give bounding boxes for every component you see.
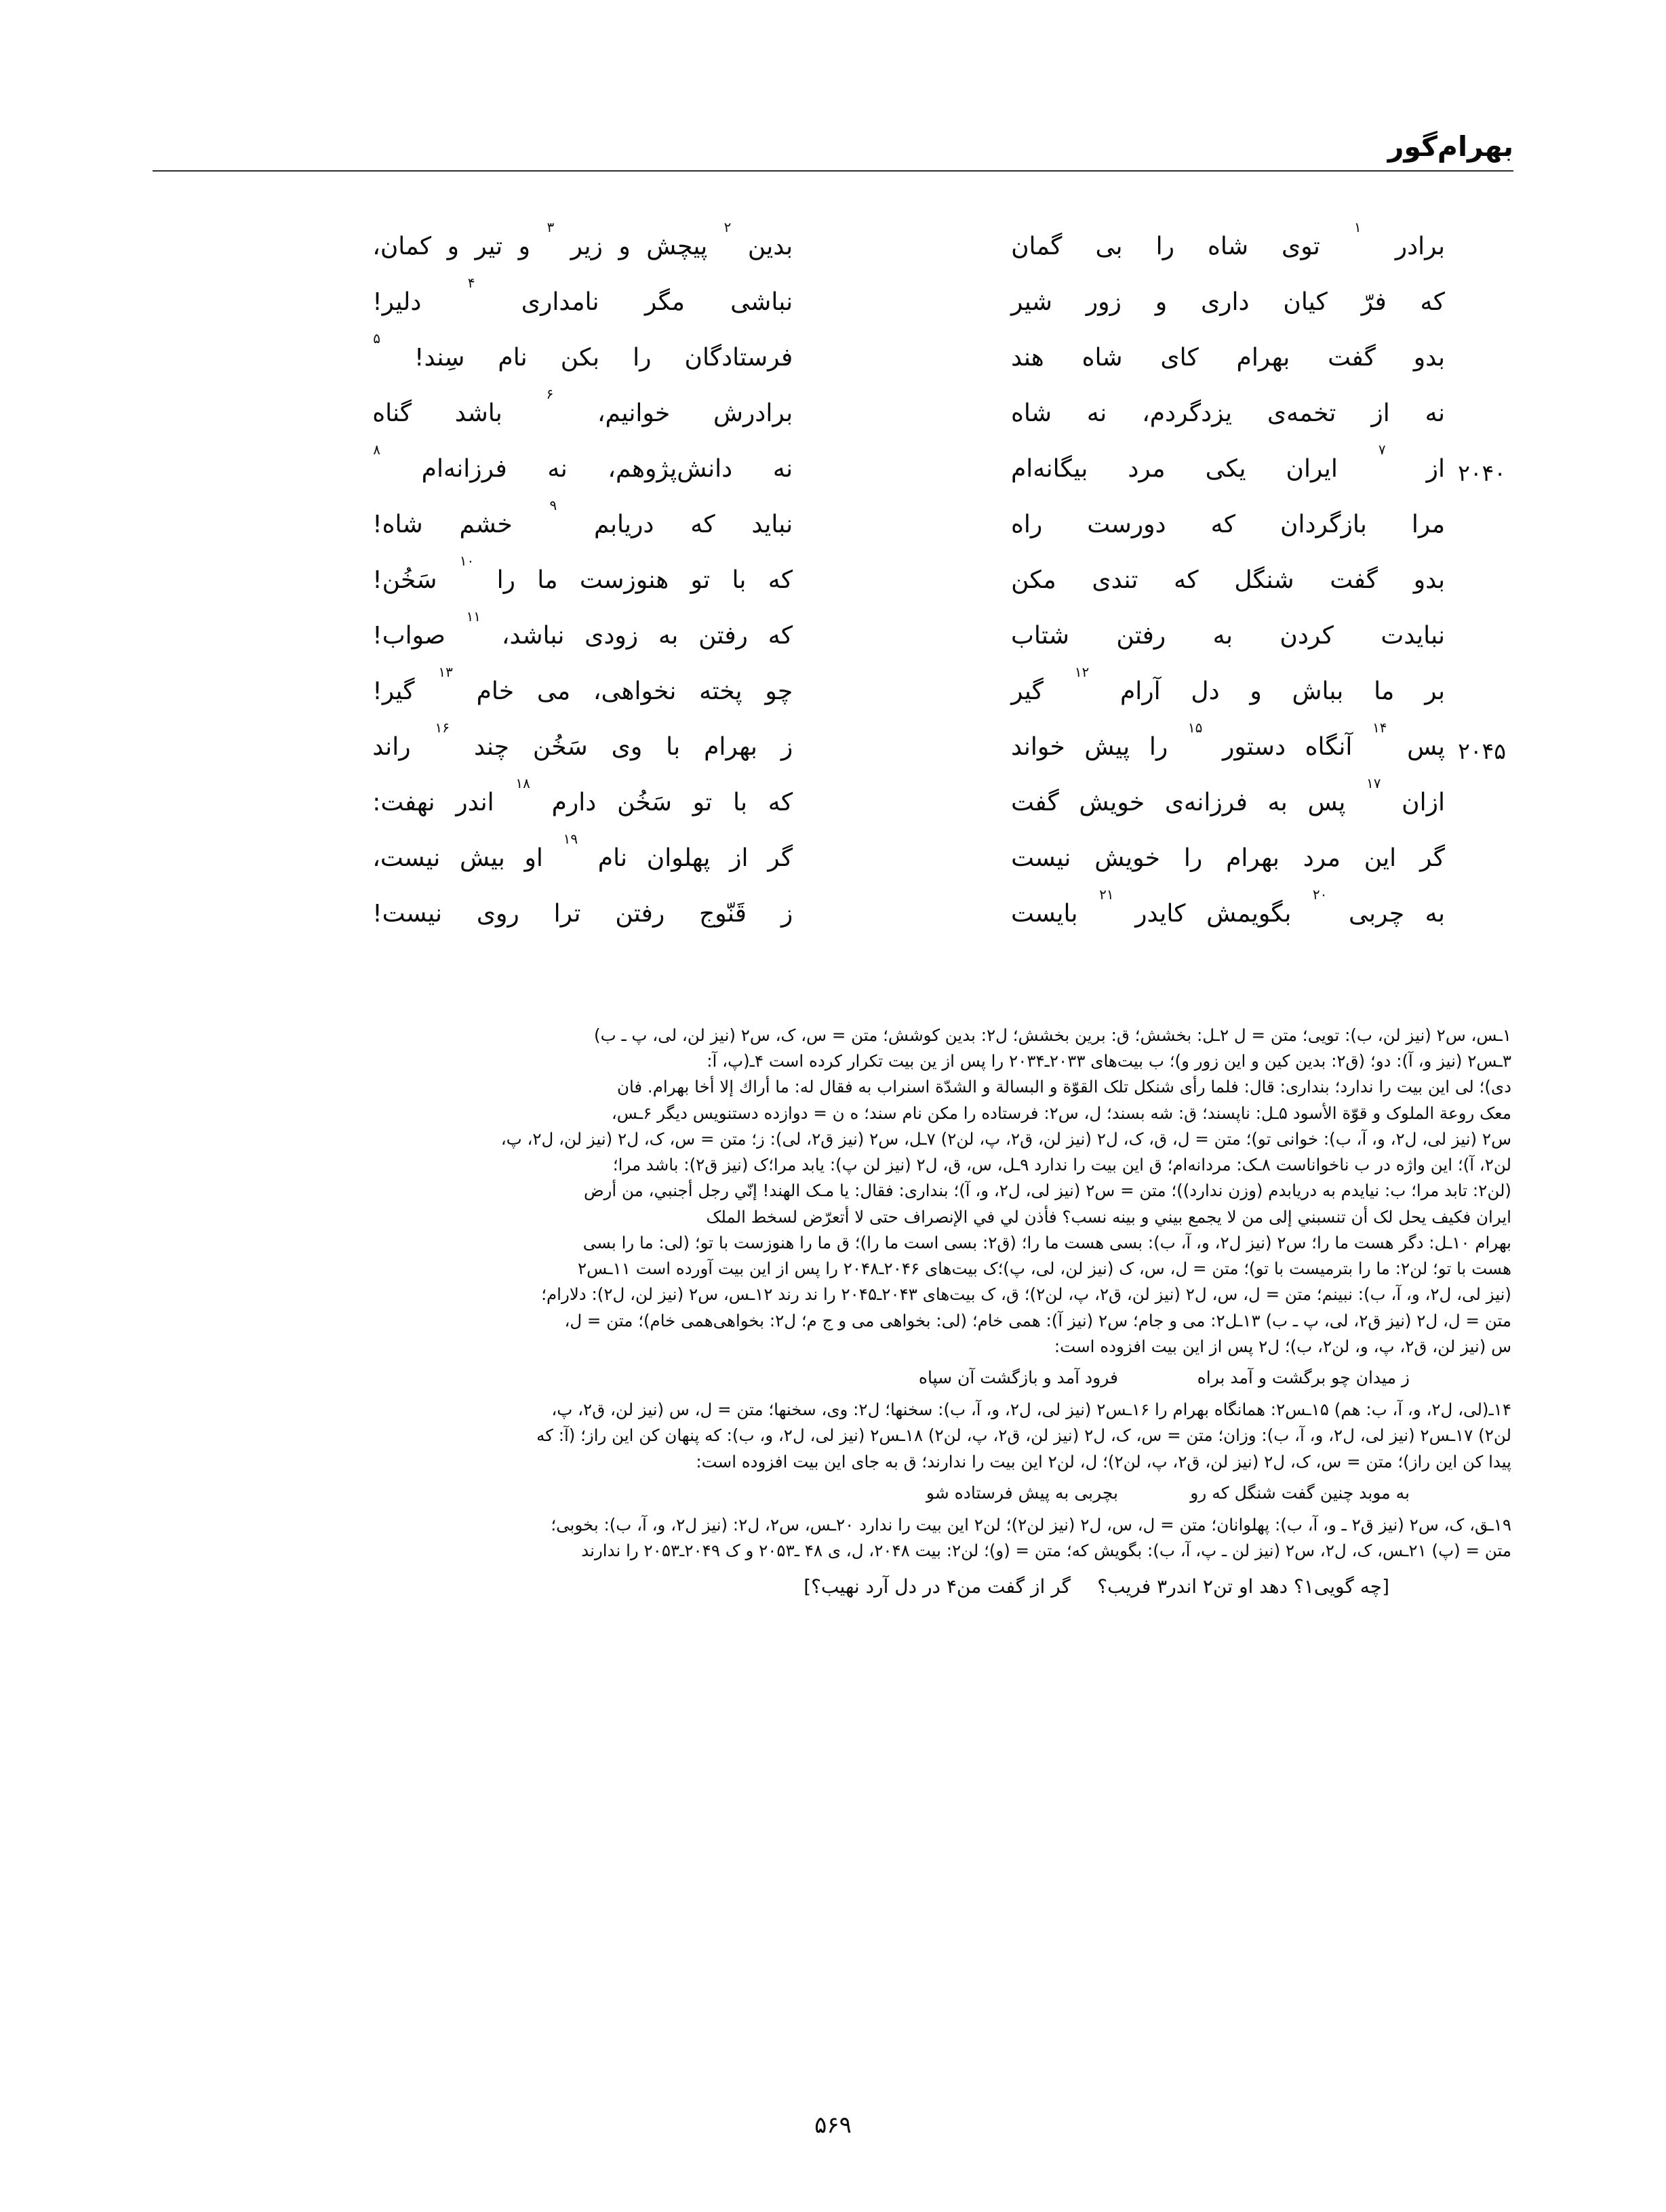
verse-word: شیر (1011, 288, 1052, 316)
verse-word: کردن (1280, 622, 1334, 650)
footnote-marker: ۶ (546, 386, 554, 402)
verse-word: کیان (1283, 288, 1328, 316)
footnote-marker: ۲۰ (1312, 886, 1328, 903)
apparatus-line: هست با تو؛ لن۲: ما را بترمیست با تو)؛ متن = ل، س، ک (نیز لن، لی، پ)؛ک بیت‌های ۲۰۴۶ـ۲۰۴۸ را پس از این بیت آورده است ۱۱ـس۲ (578, 1259, 1511, 1279)
verse-word: نخواهی، (593, 677, 677, 705)
verse-word: نهفت: (372, 789, 435, 816)
verse-word: کمان، (372, 233, 432, 260)
verse-word: خویش (1094, 844, 1161, 872)
verse-word: گفت (1328, 344, 1376, 372)
verse-word: از (1371, 399, 1390, 427)
verse-word: وی (611, 733, 643, 761)
verse-word: مرد (1303, 844, 1341, 872)
hemistich-first (793, 401, 1503, 427)
verse-couplet (163, 497, 1503, 568)
verse-word: پس (1407, 733, 1445, 761)
verse-word: که (1420, 288, 1445, 316)
verse-word: شاه! (372, 511, 423, 538)
footnote-marker: ۱۲ (1074, 664, 1090, 680)
verse-word: که (1210, 511, 1236, 538)
verse-word: پهلوان (646, 844, 711, 872)
verse-word: پیش (1084, 733, 1130, 761)
inset-hemistich-second: فرود آمد و بازگشت آن سپاه (918, 1368, 1118, 1388)
verse-word: نباشی (730, 288, 793, 316)
verse-word: دارم (551, 789, 597, 816)
verse-word: گیر (1011, 677, 1044, 705)
verse-word: را (1155, 233, 1174, 260)
verse-word: بهرام (1226, 844, 1280, 872)
verse-word: نه (1086, 399, 1107, 427)
verse-word: می (536, 677, 571, 705)
apparatus-line: لن۲، آ)؛ این واژه در ب ناخواناست ۸ـک: مردانه‌ام؛ ق این بیت را ندارد ۹ـل، س، ق، ل۲ (نیز لن پ): یابد مرا؛ک (نیز ق۲): باشد مرا؛ (612, 1155, 1511, 1175)
verse-word: زور (1086, 288, 1122, 316)
verse-word: که (690, 511, 715, 538)
hemistich-first (793, 719, 1506, 764)
verse-word: ما (537, 566, 558, 594)
verse-word: داری (1200, 288, 1250, 316)
verse-couplet (163, 775, 1503, 846)
apparatus-line: متن = (پ) ۲۱ـس، ک، ل۲، س۲ (نیز لن ـ پ، آ، ب): بگویش که؛ متن = (و)؛ لن۲: بیت ۲۰۴۸، ل، ی ۴۸ ـ۲۰۵۳ و ک ۲۰۴۹ـ۲۰۵۳ را ندارند (581, 1540, 1511, 1560)
verse-word: روی (476, 900, 519, 928)
verse-word: سَخُن (532, 733, 588, 761)
footnote-marker: ۱۴ (1372, 719, 1387, 736)
verse-word: راند (372, 733, 411, 761)
footnote-marker: ۱ (1353, 219, 1362, 235)
apparatus-line: س۲ (نیز لی، ل۲، و، آ، ب): خوانی تو)؛ متن = ل، ق، ک، ل۲ (نیز لن، ق۲، پ، لن۲) ۷ـل، س۲ (نیز ق۲، لی): ز؛ متن = س، ک، ل۲ (نیز لن، ل۲، پ، (500, 1128, 1511, 1149)
verse-word: چربی (1348, 900, 1405, 928)
hemistich-first (793, 568, 1503, 593)
apparatus-line: ۳ـس۲ (نیز و، آ): دو؛ (ق۲: بدین کین و این زور و)؛ ب بیت‌های ۲۰۳۳ـ۲۰۳۴ را پس از ین بیت تکرار کرده است ۴ـ(پ، آ: (707, 1051, 1511, 1071)
verse-word: خام (476, 677, 515, 705)
verse-word: رفتن (1116, 622, 1166, 650)
verse-word: هند (1011, 344, 1044, 372)
verse-word: را (496, 566, 515, 594)
verse-word: بیش (459, 844, 505, 872)
verse-word: صواب! (372, 622, 445, 650)
critical-apparatus (155, 1023, 1511, 1602)
inset-hemistich-second: بچربی به پیش فرستاده شو (926, 1482, 1118, 1503)
footnote-marker: ۱۶ (435, 719, 450, 736)
verse-word: نه (772, 455, 793, 483)
verse-word: نام (597, 844, 628, 872)
verse-word: سِند! (414, 344, 465, 372)
running-head-rule (153, 170, 1513, 172)
verse-number: ۲۰۴۵ (1458, 738, 1506, 764)
verse-word: توی (1282, 233, 1320, 260)
footnote-marker: ۴ (467, 275, 475, 291)
apparatus-line: (لن۲: تابد مرا؛ ب: نیایدم به دریابدم (وزن ندارد))؛ متن = س۲ (نیز لی، ل۲، و، آ)؛ بنداری: فقال: یا مـک الهند! إنّي رجل أجنبي، من أرض (583, 1181, 1511, 1201)
verse-word: بر (1425, 677, 1445, 705)
verse-word: بهرام (704, 733, 757, 761)
footnote-marker: ۵ (373, 330, 380, 347)
verse-word: مرا (1411, 511, 1445, 538)
verse-word: تخمه‌ی (1267, 399, 1336, 427)
verse-word: که (768, 622, 793, 650)
verse-word: این (1364, 844, 1397, 872)
footnote-marker: ۱۱ (466, 608, 481, 625)
verse-word: به (1212, 622, 1233, 650)
hemistich-first (793, 345, 1503, 371)
apparatus-line: ایران فکیف یحل لک أن تنسبني إلى من لا یجمع بیني و بینه نسب؟ فأذن لي في الإنصراف حتى لا أتعرّض لسخط الملک (706, 1206, 1511, 1227)
apparatus-line: لن۲) ۱۷ـس۲ (نیز لی، ل۲، و، آ، ب): وزان؛ متن = س، ک، ل۲ (نیز لن، ق۲، پ، لن۲) ۱۸ـس۲ (نیز لی، ل۲، و، ب): که پنهان کن این راز؛ (آ: که (536, 1425, 1511, 1446)
verse-couplet (163, 719, 1506, 790)
verse-word: نبایدت (1381, 622, 1445, 650)
verse-couplet (163, 219, 1503, 290)
hemistich-second (163, 664, 793, 705)
footnote-marker: ۱۹ (563, 831, 578, 847)
verse-word: چو (765, 677, 793, 705)
footnote-marker: ۸ (373, 441, 380, 458)
verse-word: خشم (459, 511, 513, 538)
bracketed-hemistich-first: [چه گویی۱؟ دهد او تن۲ اندر۳ فریب؟ (1097, 1575, 1389, 1598)
verse-word: مرد (1128, 455, 1166, 483)
hemistich-first (793, 775, 1503, 816)
hemistich-second (163, 386, 793, 427)
hemistich-first (793, 664, 1503, 705)
footnote-marker: ۱۳ (438, 664, 453, 680)
verse-word: بایست (1011, 900, 1078, 928)
page-number: ۵۶۹ (814, 2112, 852, 2139)
inset-hemistich-first: ز میدان چو برگشت و آمد براه (1197, 1368, 1410, 1388)
verse-couplet (163, 608, 1503, 679)
verse-word: بدین (747, 233, 793, 260)
verse-word: برادرش (713, 399, 793, 427)
running-head-title: بهرام‌گور (1387, 130, 1513, 163)
verse-word: کای (1160, 344, 1199, 372)
verse-word: نیست، (372, 844, 441, 872)
footnote-marker: ۱۸ (515, 775, 530, 791)
verse-word: پخته (699, 677, 742, 705)
verse-word: ز (780, 900, 793, 928)
verse-word: فرزانه‌ی (1164, 789, 1248, 816)
verse-word: نیست! (372, 900, 443, 928)
verse-word: خویش (1079, 789, 1145, 816)
verse-word: بباش (1292, 677, 1344, 705)
apparatus-line: ۱۴ـ(لی، ل۲، و، آ، ب: هم) ۱۵ـس۲: همانگاه بهرام را ۱۶ـس۲ (نیز لی، ل۲، و، آ، ب): سخنها؛ ل۲: وی، سخنها؛ متن = ل، س (نیز لن، ق۲، پ، (551, 1400, 1511, 1420)
verse-word: تندی (1092, 566, 1138, 594)
footnote-marker: ۷ (1378, 441, 1386, 458)
footnote-marker: ۹ (549, 497, 557, 513)
bracketed-hemistich-second: گر از گفت من۴ در دل آرد نهیب؟] (804, 1575, 1071, 1598)
hemistich-second (163, 608, 793, 650)
verse-word: دانش‌پژوهم، (608, 455, 733, 483)
bracketed-added-verse (155, 1573, 1511, 1602)
hemistich-second (163, 901, 793, 927)
verse-word: تو (692, 789, 713, 816)
apparatus-line: پیدا کن این راز)؛ متن = س، ک، ل۲ (نیز لن، ق۲، پ، لن۲)؛ ل، لن۲ این بیت را ندارند؛ ق به جای این بیت افزوده است: (696, 1451, 1511, 1472)
verse-word: هنوزست (579, 566, 669, 594)
verse-word: خواند (1011, 733, 1065, 761)
verse-word: چند (473, 733, 509, 761)
verse-word: شنگل (1234, 566, 1294, 594)
footnote-marker: ۳ (547, 219, 555, 235)
verse-word: فرستادگان (684, 344, 793, 372)
verse-word: از (730, 844, 749, 872)
footnote-marker: ۲ (723, 219, 732, 235)
hemistich-second (163, 441, 793, 483)
verse-word: نیست (1011, 844, 1071, 872)
apparatus-line: س (نیز لن، ق۲، پ، و، لن۲، ب)؛ ل۲ پس از این بیت افزوده است: (1054, 1336, 1511, 1356)
verse-couplet (163, 664, 1503, 734)
verse-word: گفت (1011, 789, 1059, 816)
verse-word: به (1425, 900, 1445, 928)
verse-word: ترا (553, 900, 581, 928)
hemistich-second (163, 775, 793, 816)
hemistich-first (793, 886, 1503, 928)
verse-word: دلیر! (372, 288, 422, 316)
verse-word: گیر! (372, 677, 415, 705)
verse-word: قَنّوج (699, 900, 747, 928)
verse-word: بدو (1413, 344, 1445, 372)
verse-word: و (447, 233, 460, 260)
verse-word: و (1250, 677, 1262, 705)
hemistich-first (793, 512, 1503, 538)
verse-word: مکن (1011, 566, 1056, 594)
verse-word: ازان (1402, 789, 1445, 816)
hemistich-second (163, 330, 793, 372)
verse-word: نه (1425, 399, 1445, 427)
verse-block (163, 219, 1506, 957)
apparatus-line: دی)؛ لی این بیت را ندارد؛ بنداری: قال: فلما رأی شنکل تلک القوّة و البسالة و الشدّة اسنراب به فقال له: ما أراك إلا أخا بهرام. فان (616, 1077, 1511, 1097)
verse-word: بازگردان (1280, 511, 1367, 538)
verse-word: به (1267, 789, 1288, 816)
hemistich-second (163, 497, 793, 538)
verse-word: تو (690, 566, 711, 594)
verse-couplet (163, 553, 1503, 623)
verse-word: زودی (584, 622, 639, 650)
verse-word: ایران (1286, 455, 1338, 483)
footnote-marker: ۱۰ (459, 553, 475, 569)
verse-word: گفت (1330, 566, 1378, 594)
verse-word: آنگاه (1305, 733, 1353, 761)
verse-word: گناه (372, 399, 412, 427)
footnote-marker: ۱۷ (1366, 775, 1381, 791)
verse-word: بدو (1413, 566, 1445, 594)
verse-word: اندر (456, 789, 494, 816)
verse-word: و (618, 233, 631, 260)
verse-word: سَخُن! (372, 566, 437, 594)
verse-word: راه (1011, 511, 1043, 538)
verse-word: مگر (644, 288, 685, 316)
apparatus-line: بهرام ۱۰ـل: دگر هست ما را؛ س۲ (نیز ل۲، و، آ، ب): بسی هست ما را؛ (ق۲: بسی است ما را)؛ ق ما را هنوزست با تو؛ (لی: ما را بسی (582, 1232, 1511, 1252)
verse-word: پس (1307, 789, 1346, 816)
verse-word: بی (1095, 233, 1123, 260)
verse-couplet (163, 330, 1503, 401)
verse-word: شاه (1011, 399, 1052, 427)
verse-word: یزدگردم، (1142, 399, 1232, 427)
verse-couplet (163, 831, 1503, 901)
verse-word: نباشد، (501, 622, 565, 650)
verse-couplet (163, 386, 1503, 456)
verse-word: را (633, 344, 652, 372)
verse-word: سَخُن (617, 789, 672, 816)
hemistich-second (163, 831, 793, 872)
inset-verse-2 (155, 1480, 1511, 1506)
hemistich-first (793, 290, 1503, 315)
verse-word: شتاب (1011, 622, 1069, 650)
hemistich-second (163, 275, 793, 316)
verse-word: فرّ (1361, 288, 1387, 316)
verse-word: زیر (570, 233, 603, 260)
hemistich-first (793, 623, 1503, 649)
verse-word: نباید (751, 511, 793, 538)
verse-word: بکن (560, 344, 600, 372)
verse-word: او (524, 844, 543, 872)
inset-hemistich-first: به موبد چنین گفت شنگل که رو (1190, 1482, 1410, 1503)
verse-word: آرام (1119, 677, 1161, 705)
apparatus-line: (نیز لی، ل۲، و، آ، ب): نبینم؛ متن = ل، س، ل۲ (نیز لن، ق۲، پ، لن۲)؛ ق، ک بیت‌های ۲۰۴۳ـ۲۰۴۵ را ند رند ۱۲ـس، س۲ (نیز لن، ل۲): دلارام؛ (541, 1284, 1511, 1305)
verse-couplet (163, 275, 1503, 345)
apparatus-line: متن = ل، ل۲ (نیز ق۲، لی، پ ـ ب) ۱۳ـل۲: می و جام؛ س۲ (نیز آ): همی خام؛ (لی: بخواهی می و ج م؛ ل۲: بخواهی‌همی خام)؛ متن = ل، (564, 1310, 1511, 1330)
verse-word: دورست (1087, 511, 1166, 538)
verse-word: رفتن (615, 900, 665, 928)
hemistich-first (793, 441, 1506, 486)
hemistich-second (163, 719, 793, 761)
verse-word: ز (780, 733, 793, 761)
verse-word: که (768, 566, 793, 594)
verse-word: بیگانه‌ام (1011, 455, 1088, 483)
verse-word: تیر (475, 233, 503, 260)
verse-word: ما (1374, 677, 1395, 705)
verse-word: گمان (1011, 233, 1063, 260)
running-head-area (153, 130, 1513, 172)
apparatus-line: ۱ـس، س۲ (نیز لن، ب): تویی؛ متن = ل ۲ـل: بخشش؛ ق: برین بخشش؛ ل۲: بدین کوشش؛ متن = س، ک، س۲ (نیز لن، لی، پ ـ ب) (594, 1025, 1511, 1045)
hemistich-first (793, 219, 1503, 260)
verse-word: دستور (1222, 733, 1286, 761)
verse-word: که (768, 789, 793, 816)
hemistich-first (793, 846, 1503, 871)
verse-word: و (518, 233, 531, 260)
verse-word: شاه (1082, 344, 1123, 372)
verse-word: باشد (454, 399, 502, 427)
verse-couplet (163, 441, 1506, 512)
hemistich-second (163, 553, 793, 594)
verse-word: گر (1419, 844, 1445, 872)
verse-word: دل (1191, 677, 1220, 705)
verse-word: خوانیم، (597, 399, 671, 427)
apparatus-line: ۱۹ـق، ک، س۲ (نیز ق۲ ـ و، آ، ب): پهلوانان؛ متن = ل، س، ل۲ (نیز لن۲)؛ لن۲ این بیت را ندارد ۲۰ـس، س۲، ل۲: (نیز ل۲، و، آ، ب): بخوبی؛ (551, 1514, 1511, 1535)
verse-word: را (1183, 844, 1203, 872)
verse-word: با (732, 566, 747, 594)
verse-couplet (163, 886, 1503, 957)
verse-word: نه (547, 455, 568, 483)
verse-word: و (1155, 288, 1168, 316)
verse-word: پیچش (646, 233, 708, 260)
verse-word: دریابم (594, 511, 654, 538)
verse-word: که (1174, 566, 1199, 594)
verse-word: نام (498, 344, 528, 372)
verse-word: کایدر (1135, 900, 1186, 928)
verse-word: نامداری (521, 288, 599, 316)
verse-word: با (666, 733, 681, 761)
verse-number: ۲۰۴۰ (1458, 460, 1506, 486)
verse-word: را (1149, 733, 1168, 761)
verse-word: گر (768, 844, 793, 872)
verse-word: رفتن (698, 622, 748, 650)
apparatus-line: معک روعة الملوک و قوّة الأسود ۵ـل: ناپسند؛ ق: شه بسند؛ ل، س۲: فرستاده را مکن نام سند؛ ه ن = دوازده دستنویس دیگر ۶ـس، (611, 1103, 1511, 1123)
footnote-marker: ۱۵ (1187, 719, 1203, 736)
footnote-marker: ۲۱ (1099, 886, 1114, 903)
verse-word: برادر (1395, 233, 1445, 260)
verse-word: به (658, 622, 679, 650)
verse-word: شاه (1208, 233, 1248, 260)
verse-word: بهرام (1236, 344, 1290, 372)
verse-word: از (1426, 455, 1445, 483)
hemistich-second (163, 219, 793, 260)
verse-word: بگویمش (1206, 900, 1292, 928)
inset-verse-1 (155, 1365, 1511, 1391)
verse-word: فرزانه‌ام (421, 455, 507, 483)
verse-word: یکی (1205, 455, 1246, 483)
verse-word: با (733, 789, 747, 816)
